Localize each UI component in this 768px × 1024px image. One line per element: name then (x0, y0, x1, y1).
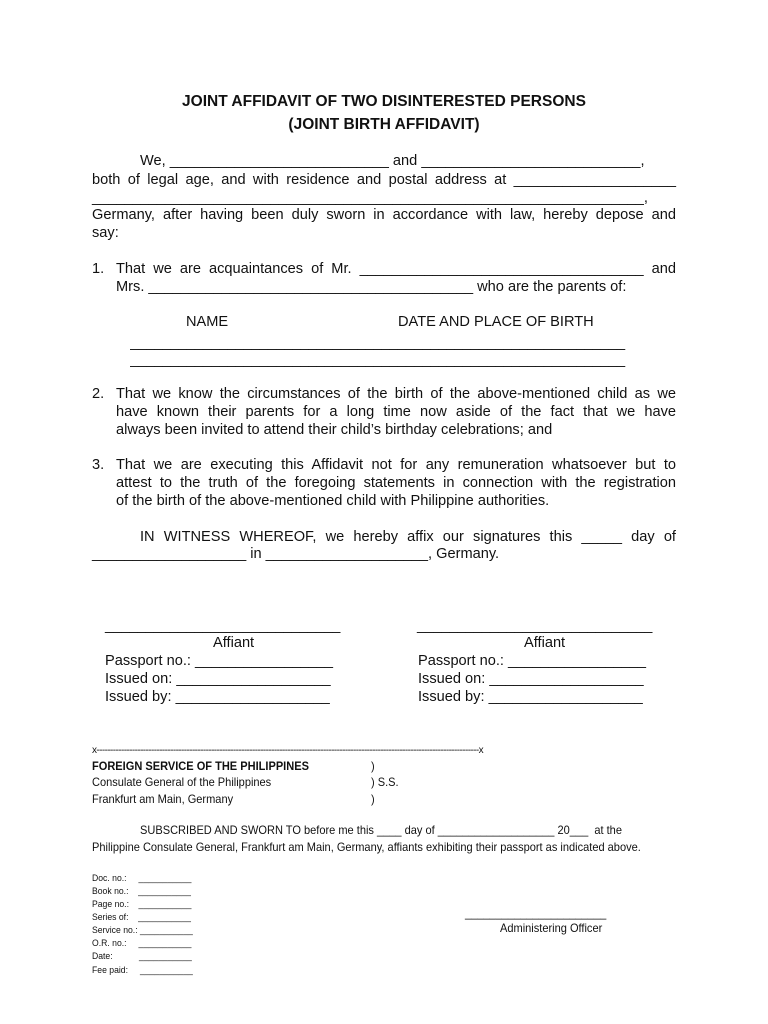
item-1-line-1: That we are acquaintances of Mr. ___________________________________ and (116, 261, 676, 277)
item-2-line-1: That we know the circumstances of the birth of the above-mentioned child as we (116, 386, 676, 402)
document-title: JOINT AFFIDAVIT OF TWO DISINTERESTED PERSONS (182, 93, 586, 110)
sworn-line-1: SUBSCRIBED AND SWORN TO before me this ____ day of ___________________ 20___ at the (140, 823, 622, 837)
registry-date: Date: ___________ (92, 951, 192, 962)
intro-line-5: say: (92, 225, 119, 241)
sworn-line-2: Philippine Consulate General, Frankfurt am Main, Germany, affiants exhibiting their passport as indicated above. (92, 840, 641, 854)
item-3-line-3: of the birth of the above-mentioned child with Philippine authorities. (116, 493, 550, 509)
registry-series-of: Series of: ___________ (92, 912, 191, 923)
item-3-line-2: attest to the truth of the foregoing statements in connection with the registration (116, 475, 676, 491)
officer-signature-line: _______________________ (465, 906, 607, 920)
jurat-venue-1: FOREIGN SERVICE OF THE PHILIPPINES (92, 759, 309, 773)
jurat-paren-1: ) (371, 759, 375, 773)
item-2-line-3: always been invited to attend their child’s birthday celebrations; and (116, 422, 553, 438)
item-1-line-2: Mrs. ________________________________________ who are the parents of: (116, 279, 627, 295)
affiant-1-label: Affiant (213, 635, 255, 651)
intro-line-1: We, ___________________________ and ___________________________, (140, 153, 645, 169)
item-2-number: 2. (92, 386, 105, 402)
witness-line-1: IN WITNESS WHEREOF, we hereby affix our signatures this _____ day of (140, 529, 676, 545)
item-3-number: 3. (92, 457, 105, 473)
intro-line-4: Germany, after having been duly sworn in accordance with law, hereby depose and (92, 207, 676, 223)
affiant-2-issued-by: Issued by: ___________________ (418, 689, 643, 705)
jurat-ss: ) S.S. (371, 775, 399, 789)
jurat-venue-3: Frankfurt am Main, Germany (92, 792, 234, 806)
column-header-name: NAME (186, 314, 229, 330)
registry-or-no: O.R. no.: ___________ (92, 938, 192, 949)
registry-doc-no: Doc. no.: ___________ (92, 873, 192, 884)
item-2-line-2: have known their parents for a long time now aside of the fact that we have (116, 404, 676, 420)
registry-fee-paid: Fee paid: ___________ (92, 965, 193, 976)
officer-label: Administering Officer (500, 921, 603, 935)
affiant-1-signature-line: _____________________________ (105, 618, 341, 634)
affiant-2-passport: Passport no.: _________________ (418, 653, 647, 669)
affiant-1-issued-on: Issued on: ___________________ (105, 671, 331, 687)
registry-page-no: Page no.: ___________ (92, 899, 192, 910)
column-header-date-place: DATE AND PLACE OF BIRTH (398, 314, 594, 330)
witness-line-2: ___________________ in ____________________, Germany. (92, 546, 500, 562)
section-separator: x--------------------------------------------------------------------------------------------------------------------------------------------x (92, 745, 484, 756)
item-1-number: 1. (92, 261, 105, 277)
document-subtitle: (JOINT BIRTH AFFIDAVIT) (288, 116, 480, 133)
affiant-2-label: Affiant (524, 635, 566, 651)
affiant-1-issued-by: Issued by: ___________________ (105, 689, 330, 705)
jurat-paren-3: ) (371, 792, 375, 806)
child-blank-row-1: _____________________________________________________________ (130, 335, 626, 351)
jurat-venue-2: Consulate General of the Philippines (92, 775, 272, 789)
affiant-2-signature-line: _____________________________ (417, 618, 653, 634)
affiant-2-issued-on: Issued on: ___________________ (418, 671, 644, 687)
intro-line-2: both of legal age, and with residence and postal address at ____________________ (92, 172, 676, 188)
affiant-1-passport: Passport no.: _________________ (105, 653, 334, 669)
registry-book-no: Book no.: ___________ (92, 886, 191, 897)
registry-service-no: Service no.: ___________ (92, 925, 193, 936)
intro-line-3: ____________________________________________________________________, (92, 190, 648, 206)
child-blank-row-2: _____________________________________________________________ (130, 352, 626, 368)
item-3-line-1: That we are executing this Affidavit not for any remuneration whatsoever but to (116, 457, 676, 473)
